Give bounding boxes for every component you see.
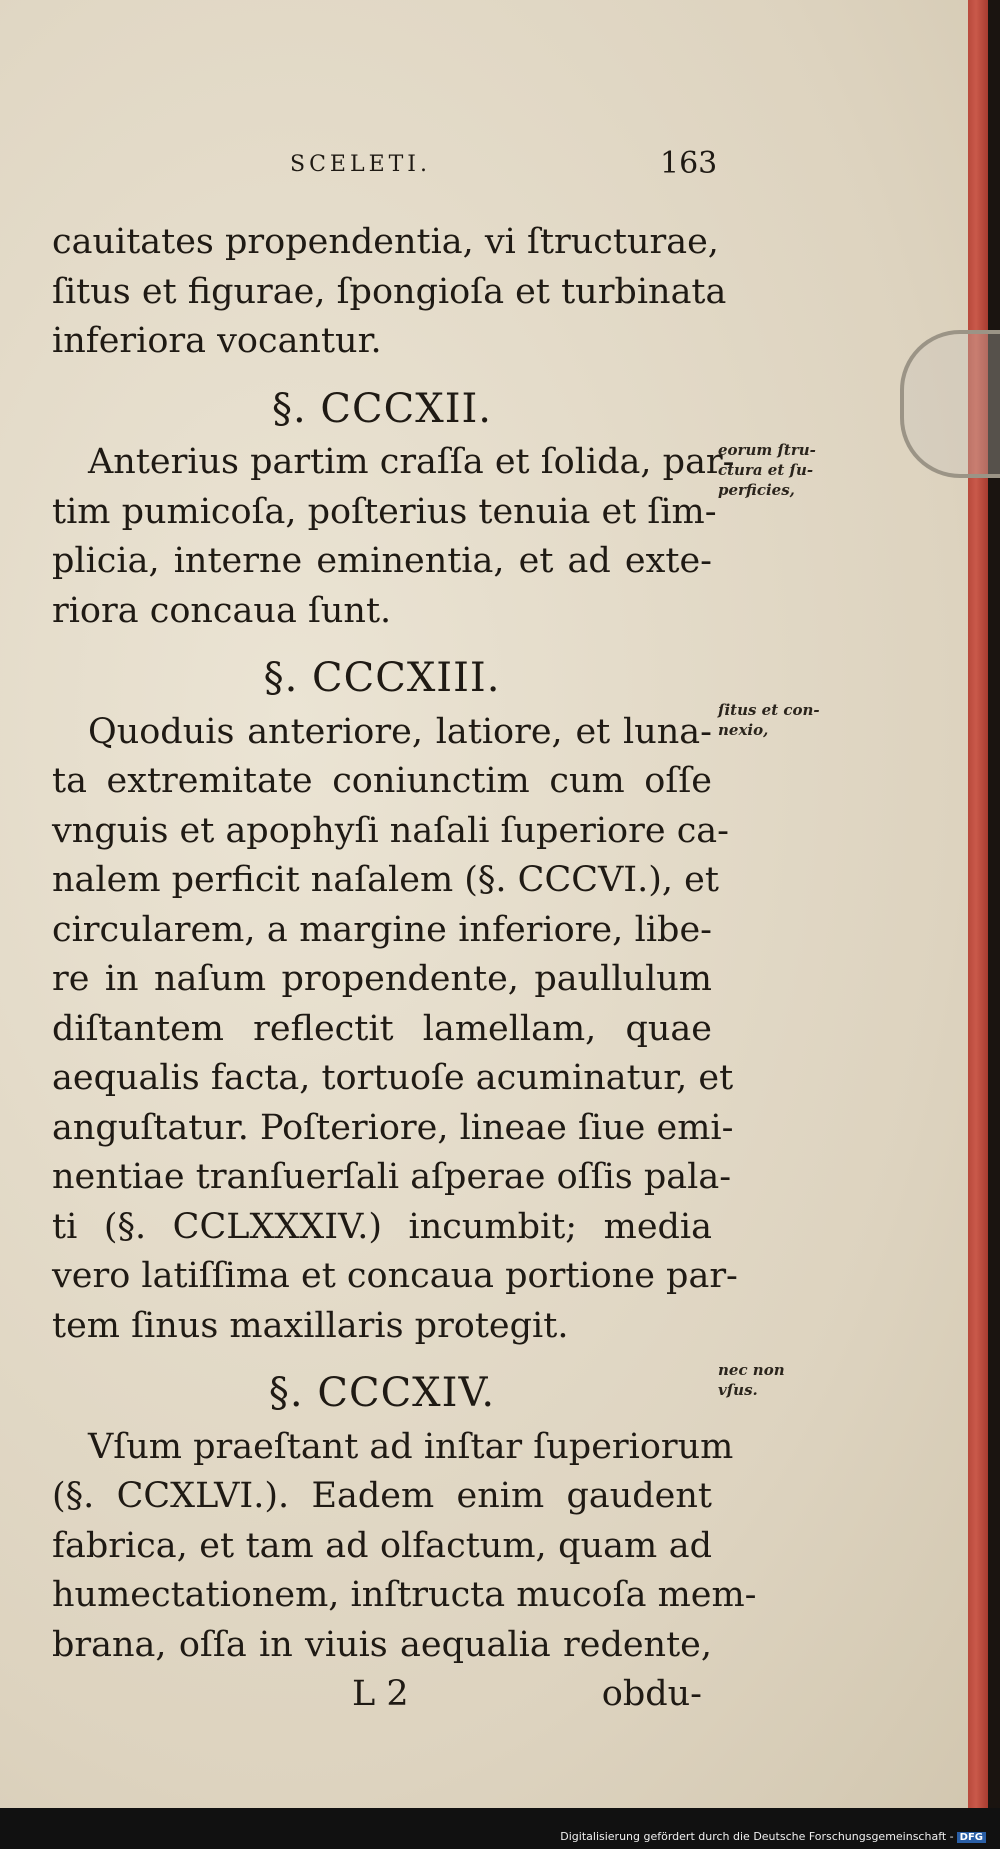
signature-mark: L 2 (352, 1674, 409, 1714)
text-line: ta extremitate coniunctim cum oſſe (52, 761, 712, 801)
text-line: anguſtatur. Poſteriore, lineae ſiue emi- (52, 1107, 734, 1148)
text-line: aequalis facta, tortuoſe acuminatur, et (52, 1058, 734, 1098)
text-line: Anterius partim craſſa et ſolida, par- (88, 442, 735, 482)
text-line: vnguis et apophyſi naſali ſuperiore ca- (52, 810, 729, 851)
text-line: ſitus et figurae, ſpongioſa et turbinata (52, 271, 727, 312)
signature-line (52, 1670, 712, 1720)
digitization-credit (560, 1830, 986, 1843)
catchword: obdu- (601, 1674, 702, 1714)
section-heading-313: §. CCCXIII. (263, 655, 501, 701)
red-page-edge (968, 0, 988, 1808)
text-line: Vſum praeſtant ad inſtar ſuperiorum (88, 1426, 734, 1467)
text-line: brana, oſſa in viuis aequalia redente, (52, 1624, 712, 1665)
text-line: Quoduis anteriore, latiore, et luna- (88, 711, 712, 752)
text-line: tem ſinus maxillaris protegit. (52, 1305, 569, 1346)
text-line: fabrica, et tam ad olfactum, quam ad (52, 1525, 712, 1566)
text-line: inferiora vocantur. (52, 321, 382, 361)
text-line: vero latiſſima et concaua portione par- (52, 1256, 738, 1296)
text-line: cauitates propendentia, vi ſtructurae, (52, 222, 719, 262)
marginal-note-usus: nec non vſus. (718, 1361, 785, 1399)
section-heading-314: §. CCCXIV. (268, 1370, 496, 1416)
text-line: ti (§. CCLXXXIV.) incumbit; media (52, 1206, 712, 1247)
text-line: riora concaua ſunt. (52, 590, 392, 631)
text-line: nentiae tranſuerſali aſperae oſſis pala- (52, 1157, 732, 1197)
text-line: humectationem, inſtructa mucoſa mem- (52, 1575, 757, 1615)
page-number: 163 (660, 146, 718, 181)
text-line: (§. CCXLVI.). Eadem enim gaudent (52, 1476, 712, 1516)
text-line: re in naſum propendente, paullulum (52, 959, 712, 999)
text-line: diſtantem reflectit lamellam, quae (52, 1008, 712, 1049)
dfg-logo: DFG (957, 1832, 986, 1843)
text-line: tim pumicoſa, poſterius tenuia et ſim- (52, 491, 717, 532)
section-heading-312: §. CCCXII. (271, 385, 493, 432)
text-line: circularem, a margine inferiore, libe- (52, 909, 712, 950)
credit-text: Digitalisierung gefördert durch die Deutsche Forschungsgemeinschaft - (560, 1830, 954, 1843)
text-line: plicia, interne eminentia, et ad exte- (52, 541, 712, 581)
page-clip (900, 330, 1000, 478)
text-line: nalem perficit naſalem (§. CCCVI.), et (52, 860, 719, 900)
marginal-note-structure: eorum ſtru- ctura et ſu- perficies, (718, 441, 816, 499)
marginal-note-situs: ſitus et con- nexio, (718, 701, 820, 739)
running-head: SCELETI. (290, 152, 431, 177)
